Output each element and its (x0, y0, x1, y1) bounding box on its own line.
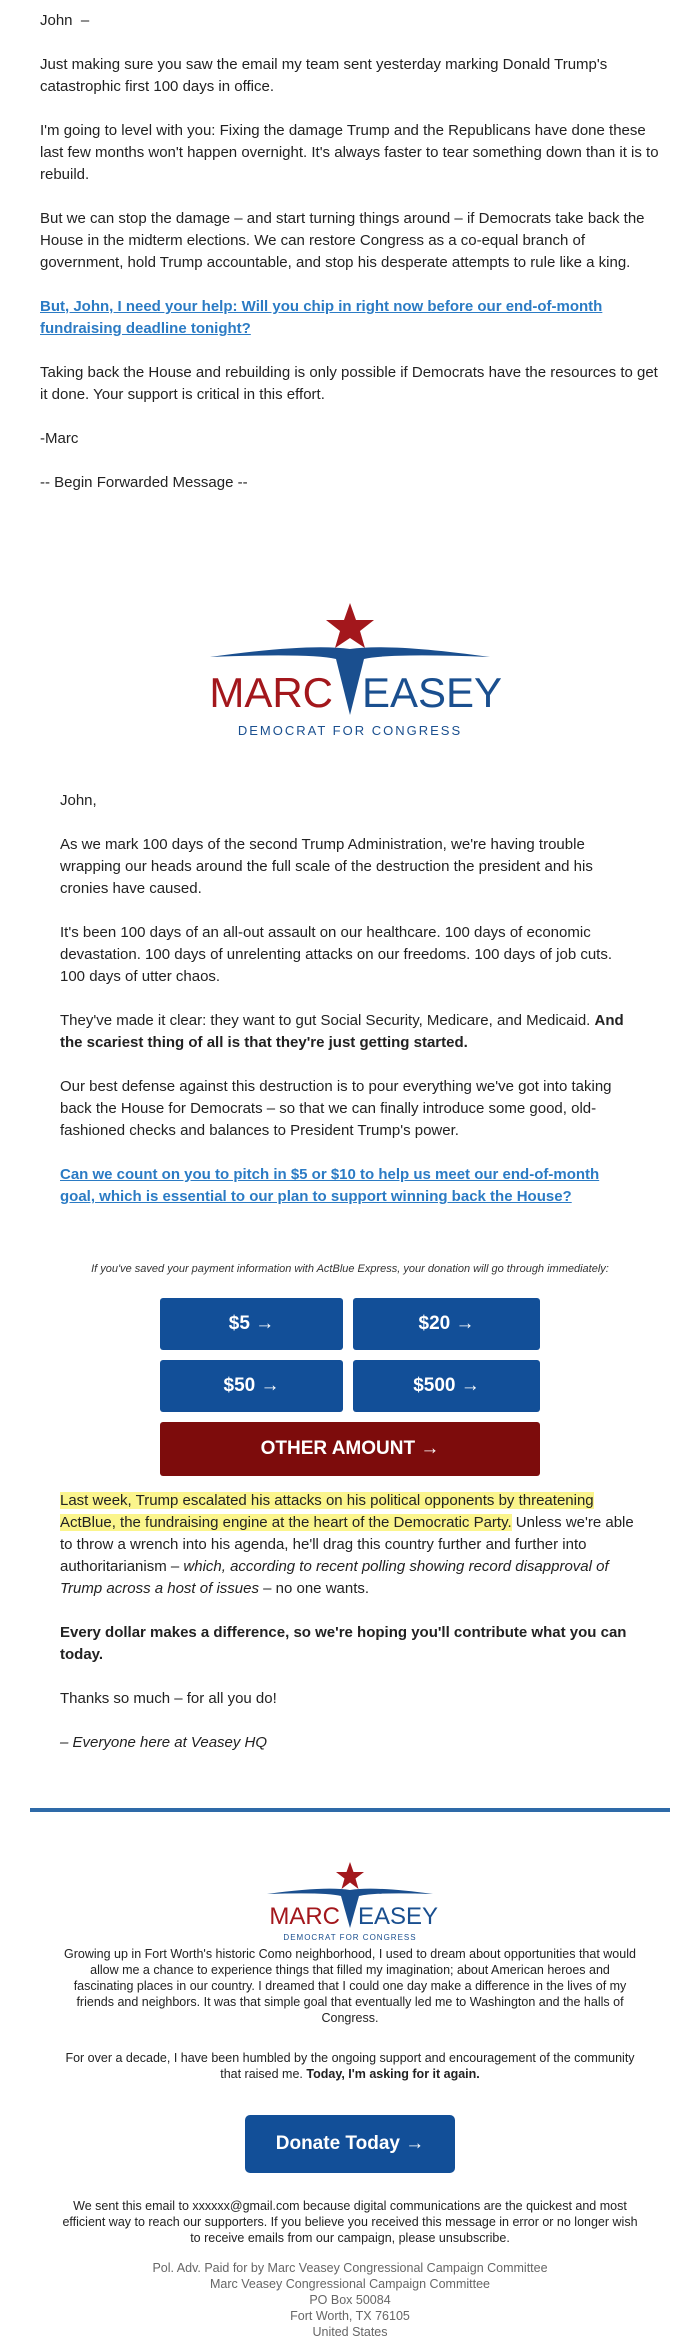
letter-paragraph (60, 1010, 638, 1054)
thanks-line: Thanks so much – for all you do! (60, 1690, 277, 1707)
letter-bold-text: And the scariest thing of all is that they're just getting started. (60, 1012, 624, 1051)
letter-continued (60, 1490, 638, 1776)
letter-paragraph (60, 1490, 638, 1600)
letter-text: – no one wants. (258, 1580, 370, 1597)
letter-italic-text: which, according to recent polling showing record disapproval of Trump across a host of issues (60, 1558, 609, 1597)
unsubscribe-notice: We sent this email to xxxxxx@gmail.com because digital communications are the quickest and most efficient way to reach our supporters. If you believe you received this message in error or no longer wish to receive emails from our campaign, please unsubscribe. (62, 2199, 638, 2245)
forwarded-header: -- Begin Forwarded Message -- (40, 474, 248, 491)
paid-by-line: Pol. Adv. Paid for by Marc Veasey Congressional Campaign Committee (152, 2261, 548, 2275)
letter-paragraph: It's been 100 days of an all-out assault on our healthcare. 100 days of economic devastation. 100 days of unrelenting attacks on our freedoms. 100 days of job cuts. 100 days of utter chaos. (60, 924, 613, 985)
signature: – Everyone here at Veasey HQ (60, 1734, 268, 1751)
pitch-in-link[interactable]: Can we count on you to pitch in $5 or $10 to help us meet our end-of-month goal, which is essential to our plan to support winning back the House? (60, 1166, 600, 1205)
logo-name-right: EASEY (358, 1903, 439, 1930)
campaign-logo (190, 595, 510, 745)
chip-in-link[interactable]: But, John, I need your help: Will you chip in right now before our end-of-month fundraising deadline tonight? (40, 298, 603, 337)
intro-paragraph: Taking back the House and rebuilding is only possible if Democrats have the resources to get it done. Your support is critical in this effort. (40, 364, 658, 403)
footer-bio: Growing up in Fort Worth's historic Como neighborhood, I used to dream about opportunities that would allow me a chance to experience things that filled my imagination; about American heroes and fascinating places in our country. I dreamed that I could one day make a difference in the lives of my friends and neighbors. It was that simple goal that eventually led me to Washington and the halls of Congress. (64, 1947, 636, 2025)
signoff: -Marc (40, 430, 79, 447)
footer-logo (255, 1858, 445, 1946)
paid-for-disclaimer (60, 2260, 640, 2340)
divider (30, 1808, 670, 1812)
city-line: Fort Worth, TX 76105 (290, 2309, 410, 2323)
donate-5-button[interactable]: $5 → (160, 1298, 343, 1350)
donate-today-button[interactable]: Donate Today → (245, 2115, 455, 2173)
country-line: United States (312, 2325, 388, 2339)
footer-support (60, 2050, 640, 2082)
intro-paragraph: I'm going to level with you: Fixing the damage Trump and the Republicans have done these last few months won't happen overnight. It's always faster to tear something down than it is to rebuild. (40, 122, 659, 183)
star-icon (336, 1862, 364, 1889)
intro-section (40, 10, 668, 516)
logo-name-left: MARC (209, 669, 333, 716)
letter-body (60, 790, 638, 1230)
footer-text: For over a decade, I have been humbled by the ongoing support and encouragement of the community that raised me. (65, 2051, 635, 2081)
logo-name-left: MARC (269, 1903, 340, 1930)
letter-text: They've made it clear: they want to gut Social Security, Medicare, and Medicaid. (60, 1012, 591, 1029)
actblue-express-note: If you've saved your payment information with ActBlue Express, your donation will go through immediately: (91, 1263, 609, 1275)
letter-text: Unless we're able to throw a wrench into his agenda, he'll drag this country further and further into authoritarianism – (60, 1514, 634, 1575)
donate-500-button[interactable]: $500 → (353, 1360, 540, 1412)
letter-bold-paragraph: Every dollar makes a difference, so we're hoping you'll contribute what you can today. (60, 1624, 627, 1663)
footer-bold-text: Today, I'm asking for it again. (306, 2067, 480, 2081)
logo-tagline: DEMOCRAT FOR CONGRESS (237, 723, 463, 738)
other-amount-button[interactable]: OTHER AMOUNT → (160, 1422, 540, 1476)
letter-paragraph: Our best defense against this destruction is to pour everything we've got into taking back the House for Democrats – so that we can finally introduce some good, old-fashioned checks and balances to President Trump's power. (60, 1078, 612, 1139)
logo-name-right: EASEY (362, 669, 503, 716)
intro-paragraph: But we can stop the damage – and start turning things around – if Democrats take back the House in the midterm elections. We can restore Congress as a co-equal branch of government, hold Trump accountable, and stop his desperate attempts to rule like a king. (40, 210, 645, 271)
star-icon (326, 603, 374, 648)
intro-greeting: John – (40, 12, 90, 29)
donate-50-button[interactable]: $50 → (160, 1360, 343, 1412)
donate-20-button[interactable]: $20 → (353, 1298, 540, 1350)
committee-line: Marc Veasey Congressional Campaign Committee (210, 2277, 490, 2291)
letter-paragraph: As we mark 100 days of the second Trump Administration, we're having trouble wrapping our heads around the full scale of the destruction the president and his cronies have caused. (60, 836, 593, 897)
logo-tagline: DEMOCRAT FOR CONGRESS (283, 1933, 417, 1942)
letter-greeting: John, (60, 792, 97, 809)
po-box-line: PO Box 50084 (309, 2293, 391, 2307)
intro-paragraph: Just making sure you saw the email my team sent yesterday marking Donald Trump's catastrophic first 100 days in office. (40, 56, 608, 95)
highlighted-text: Last week, Trump escalated his attacks on his political opponents by threatening ActBlue, the fundraising engine at the heart of the Democratic Party. (60, 1492, 594, 1531)
